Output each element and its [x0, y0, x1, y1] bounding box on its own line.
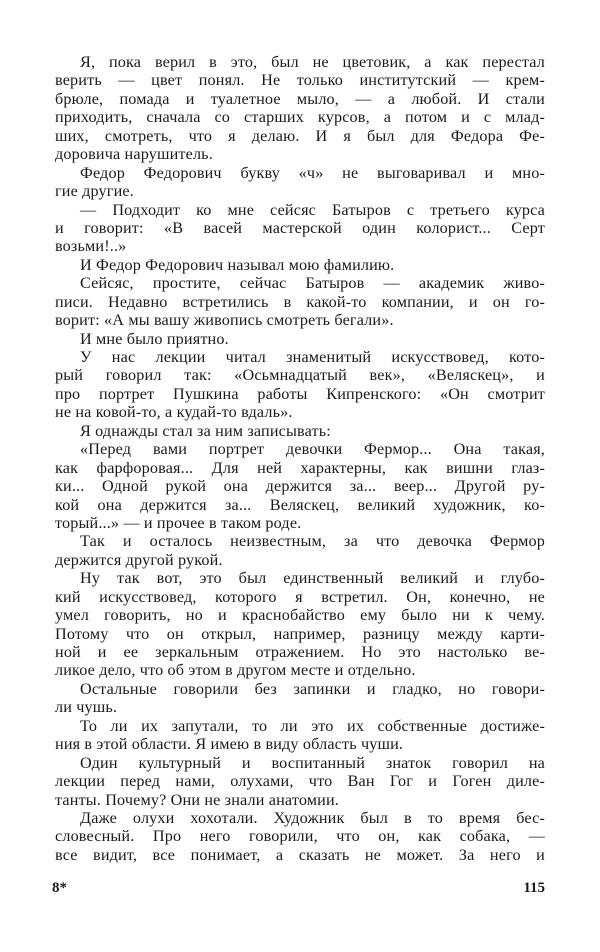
text-line: ликое дело, что об этом в другом месте и отдельно. — [55, 661, 416, 680]
text-line: Остальные говорили без запинки и гладко, но говори- — [80, 679, 545, 698]
text-line: Даже олухи хохотали. Художник был в то время бес- — [80, 808, 545, 827]
text-line: гие другие. — [55, 182, 134, 201]
text-line: ворит: «А мы вашу живопись смотреть бегали». — [55, 311, 394, 330]
text-line: торый...» — и прочее в таком роде. — [55, 513, 302, 532]
text-line: ших, смотреть, что я делаю. И я был для Федора Фе- — [55, 126, 545, 145]
text-line: лекции перед нами, олухами, что Ван Гог и Гоген диле- — [55, 772, 545, 791]
text-line: — Подходит ко мне сейсяс Батыров с третьего курса — [80, 200, 545, 219]
text-line: верить — цвет понял. Не только институтский — крем- — [55, 71, 545, 90]
text-line: И Федор Федорович называл мою фамилию. — [80, 255, 395, 274]
text-line: про портрет Пушкина работы Кипренского: «Он смотрит — [55, 384, 545, 403]
text-line: словесный. Про него говорили, что он, как собака, — — [55, 827, 545, 846]
text-line: кой она держится за... Веляскец, великий художник, ко- — [55, 495, 545, 514]
text-line: И мне было приятно. — [80, 329, 229, 348]
text-line: Потому что он открыл, например, разницу между карти- — [55, 624, 545, 643]
text-line: как фарфоровая... Для ней характерны, как вишни глаз- — [55, 458, 545, 477]
text-line: «Перед вами портрет девочки Фермор... Она такая, — [80, 440, 545, 459]
signature-mark: 8* — [52, 880, 67, 896]
text-line: держится другой рукой. — [55, 550, 223, 569]
text-line: Сейсяс, простите, сейчас Батыров — академик живо- — [80, 274, 545, 293]
text-line: не на ковой-то, а кудай-то вдаль». — [55, 403, 293, 422]
text-line: кий искусствовед, которого я встретил. Он, конечно, не — [55, 587, 545, 606]
text-line: Ну так вот, это был единственный великий и глубо- — [80, 569, 545, 588]
page-number: 115 — [523, 880, 545, 896]
text-line: писи. Недавно встретились в какой-то компании, и он го- — [55, 292, 545, 311]
text-line: Так и осталось неизвестным, за что девочка Фермор — [80, 532, 545, 551]
text-line: ной и ее зеркальным отражением. Но это настолько ве- — [55, 643, 545, 661]
text-line: и говорит: «В васей мастерской один колорист... Серт — [55, 218, 545, 237]
text-line: возьми!..» — [55, 237, 127, 256]
text-line: Я однажды стал за ним записывать: — [80, 421, 331, 440]
text-line: приходить, сначала со старших курсов, а потом и с млад- — [55, 108, 545, 127]
text-line: брюле, помада и туалетное мыло, — а любой. И стали — [55, 89, 545, 108]
text-line: ли чушь. — [55, 698, 118, 717]
text-line: все видит, все понимает, а сказать не может. За него и — [55, 845, 545, 864]
text-line: умел говорить, но и краснобайство ему было ни к чему. — [55, 606, 545, 625]
text-line: Один культурный и воспитанный знаток говорил на — [80, 753, 545, 772]
text-line: У нас лекции читал знаменитый искусствовед, кото- — [80, 348, 545, 366]
text-line: танты. Почему? Они не знали анатомии. — [55, 790, 339, 809]
body-text — [55, 53, 545, 864]
text-line: Я, пока верил в это, был не цветовик, а как перестал — [80, 53, 545, 71]
text-line: доровича нарушитель. — [55, 145, 213, 164]
text-line: ки... Одной рукой она держится за... веер... Другой ру- — [55, 477, 545, 496]
text-line: ния в этой области. Я имею в виду область чуши. — [55, 735, 404, 754]
text-line: рый говорил так: «Осьмнадцатый век», «Веляскец», и — [55, 366, 545, 385]
text-line: То ли их запутали, то ли это их собственные достиже- — [80, 716, 545, 735]
text-line: Федор Федорович букву «ч» не выговаривал и мно- — [80, 163, 545, 182]
